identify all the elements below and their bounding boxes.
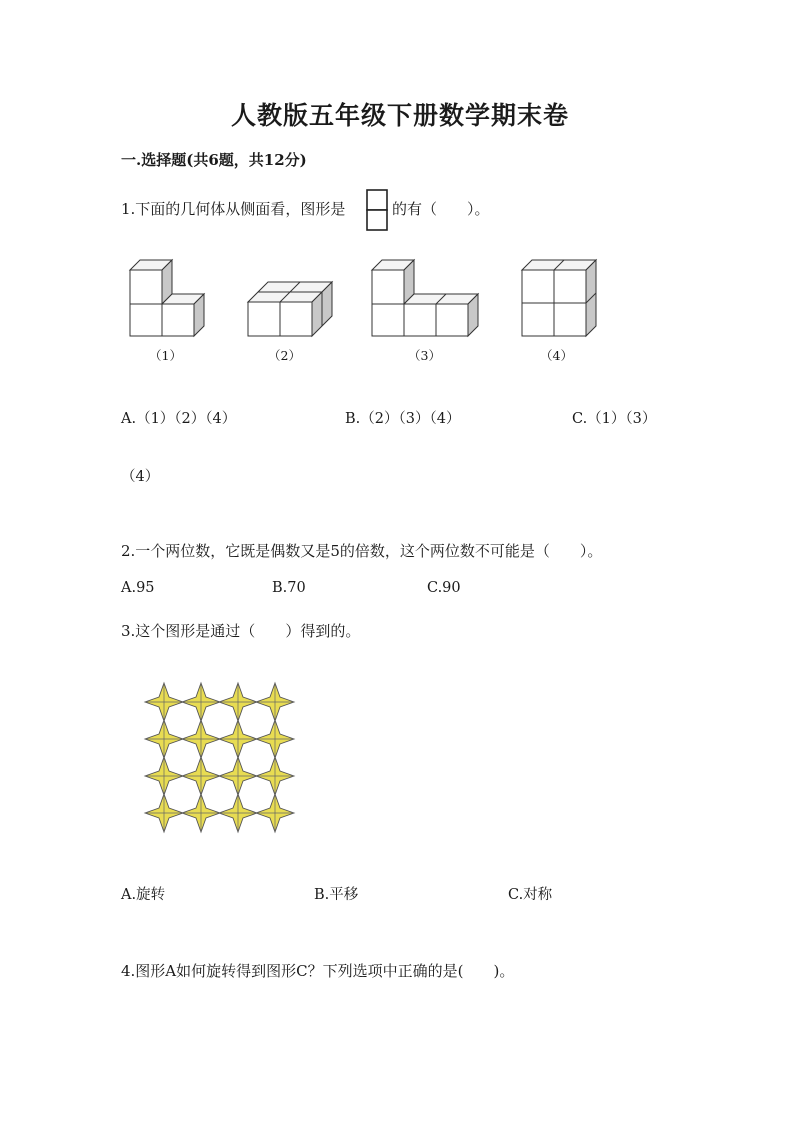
star-shape <box>219 720 257 758</box>
q2-option-a[interactable]: A.95 <box>121 580 155 596</box>
solid-figure-3 <box>362 258 492 338</box>
figure-caption-3: （3） <box>408 348 441 363</box>
solid-figure-2 <box>240 278 340 340</box>
solid-figure-4 <box>514 258 614 338</box>
star-shape <box>219 683 257 721</box>
q3-option-a[interactable]: A.旋转 <box>121 887 166 903</box>
solid-figure-1 <box>120 258 220 338</box>
star-shape <box>145 794 183 832</box>
star-shape <box>182 794 220 832</box>
star-shape <box>145 683 183 721</box>
q1-option-b[interactable]: B.（2）（3）（4） <box>345 411 461 427</box>
star-pattern-figure <box>144 682 300 838</box>
star-shape <box>256 683 294 721</box>
question-1-text-after: 的有（ ）。 <box>392 200 490 218</box>
star-shape <box>219 757 257 795</box>
section-heading: 一.选择题(共6题，共12分) <box>121 151 307 169</box>
q1-option-a[interactable]: A.（1）（2）（4） <box>121 411 237 427</box>
figure-caption-1: （1） <box>149 348 182 363</box>
star-shape <box>182 683 220 721</box>
star-shape <box>256 757 294 795</box>
star-shape <box>219 794 257 832</box>
q3-option-b[interactable]: B.平移 <box>314 887 359 903</box>
q1-option-c[interactable]: C.（1）（3） <box>572 411 657 427</box>
q2-option-c[interactable]: C.90 <box>427 580 461 596</box>
figure-caption-2: （2） <box>268 348 301 363</box>
q3-option-c[interactable]: C.对称 <box>508 887 553 903</box>
star-shape <box>145 757 183 795</box>
star-shape <box>182 720 220 758</box>
question-1-text-before: 1.下面的几何体从侧面看，图形是 <box>121 200 346 218</box>
question-3-text: 3.这个图形是通过（ ）得到的。 <box>121 622 361 640</box>
star-shape <box>145 720 183 758</box>
figure-caption-4: （4） <box>540 348 573 363</box>
page-title: 人教版五年级下册数学期末卷 <box>230 101 569 130</box>
star-shape <box>256 794 294 832</box>
question-2-text: 2.一个两位数，它既是偶数又是5的倍数，这个两位数不可能是（ ）。 <box>121 542 603 560</box>
star-shape <box>256 720 294 758</box>
q1-option-c-continued: （4） <box>121 469 160 485</box>
star-shape <box>182 757 220 795</box>
question-4-text: 4.图形A如何旋转得到图形C？下列选项中正确的是( )。 <box>121 962 515 980</box>
q2-option-b[interactable]: B.70 <box>272 580 306 596</box>
side-view-icon <box>366 189 390 233</box>
